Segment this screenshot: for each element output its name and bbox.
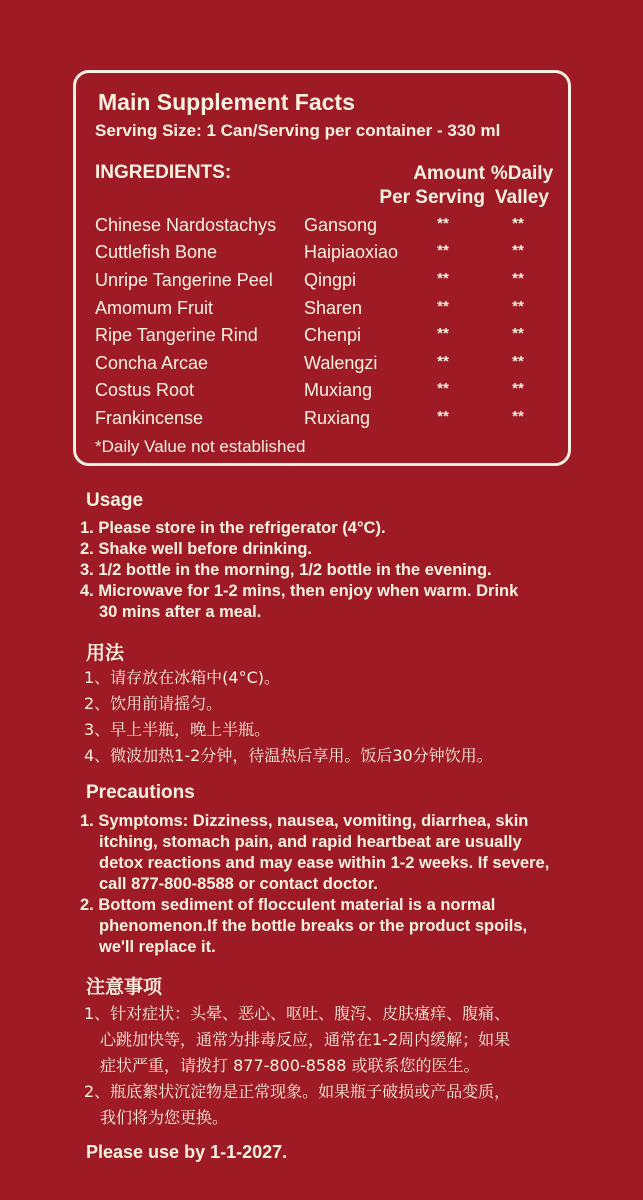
ingredient-amount: **	[437, 353, 449, 370]
ingredient-row	[93, 215, 563, 241]
ingredient-dv: **	[512, 325, 524, 342]
usage-zh-item: 4、微波加热1-2分钟，待温热后享用。饭后30分钟饮用。	[84, 746, 493, 765]
ingredient-dv: **	[512, 270, 524, 287]
ingredient-amount: **	[437, 270, 449, 287]
ingredient-row	[93, 242, 563, 268]
ingredient-pinyin: Muxiang	[304, 380, 373, 400]
ingredient-row	[93, 270, 563, 296]
ingredient-row	[93, 380, 563, 406]
ingredient-row	[93, 353, 563, 379]
precautions-list	[80, 811, 570, 958]
ingredient-name: Costus Root	[95, 380, 195, 400]
ingredient-pinyin: Gansong	[304, 215, 378, 235]
daily-value-header	[481, 162, 563, 210]
usage-list	[80, 518, 550, 623]
daily-value-note: *Daily Value not established	[95, 437, 306, 456]
usage-zh-item: 3、早上半瓶，晚上半瓶。	[84, 720, 271, 739]
serving-size: Serving Size: 1 Can/Serving per container - 330 ml	[95, 121, 501, 140]
ingredient-amount: **	[437, 215, 449, 232]
ingredient-amount: **	[437, 380, 449, 397]
precaution-item: 1. Symptoms: Dizziness, nausea, vomiting, diarrhea, skin itching, stomach pain, and rapid heartbeat are usually detox reactions and may ease within 1-2 weeks. If severe, call 877-800-8588 or contact doctor.	[80, 812, 550, 893]
ingredient-name: Concha Arcae	[95, 353, 209, 373]
ingredient-row	[93, 408, 563, 434]
ingredient-name: Ripe Tangerine Rind	[95, 325, 258, 345]
ingredient-pinyin: Haipiaoxiao	[304, 242, 399, 262]
usage-item: 2. Shake well before drinking.	[80, 540, 312, 558]
ingredient-name: Frankincense	[95, 408, 204, 428]
ingredient-amount: **	[437, 242, 449, 259]
supplement-facts-panel	[73, 70, 571, 466]
amount-header	[363, 162, 485, 210]
usage-zh-item: 2、饮用前请摇匀。	[84, 694, 223, 713]
dv-header-line2: Valley	[495, 187, 549, 208]
ingredient-name: Chinese Nardostachys	[95, 215, 277, 235]
precaution-item: 2. Bottom sediment of flocculent material is a normal phenomenon.If the bottle breaks or the product spoils, we'll replace it.	[80, 896, 528, 956]
ingredient-dv: **	[512, 242, 524, 259]
ingredient-pinyin: Walengzi	[304, 353, 378, 373]
ingredient-dv: **	[512, 215, 524, 232]
ingredient-amount: **	[437, 408, 449, 425]
ingredient-pinyin: Qingpi	[304, 270, 357, 290]
precaution-zh-item: 1、针对症状：头晕、恶心、呕吐、腹泻、皮肤瘙痒、腹痛、心跳加快等，通常为排毒反应，通常在1-2周内缓解；如果症状严重，请拨打 877-800-8588 或联系您的医生。	[84, 1004, 511, 1075]
ingredient-name: Cuttlefish Bone	[95, 242, 218, 262]
ingredient-pinyin: Ruxiang	[304, 408, 371, 428]
ingredient-dv: **	[512, 380, 524, 397]
precaution-zh-item: 2、瓶底絮状沉淀物是正常现象。如果瓶子破损或产品变质，我们将为您更换。	[84, 1082, 511, 1127]
amount-header-line1: Amount	[413, 163, 485, 184]
usage-zh-item: 1、请存放在冰箱中(4°C)。	[84, 668, 281, 687]
amount-header-line2: Per Serving	[379, 187, 485, 208]
dv-header-line1: %Daily	[490, 163, 554, 184]
ingredient-pinyin: Sharen	[304, 298, 363, 318]
precautions-title: Precautions	[86, 782, 195, 803]
usage-title: Usage	[86, 490, 144, 511]
usage-zh-title: 用法	[86, 642, 125, 664]
precautions-zh-list	[84, 1001, 524, 1131]
ingredient-dv: **	[512, 298, 524, 315]
ingredient-dv: **	[512, 408, 524, 425]
ingredient-row	[93, 298, 563, 324]
ingredient-name: Unripe Tangerine Peel	[95, 270, 273, 290]
precautions-zh-title: 注意事项	[86, 976, 163, 998]
usage-zh-list	[84, 665, 574, 769]
ingredient-row	[93, 325, 563, 351]
ingredient-amount: **	[437, 298, 449, 315]
usage-item: 4. Microwave for 1-2 mins, then enjoy when warm. Drink 30 mins after a meal.	[80, 582, 519, 621]
ingredient-pinyin: Chenpi	[304, 325, 362, 345]
usage-item: 1. Please store in the refrigerator (4°C).	[80, 519, 386, 537]
use-by-date: Please use by 1-1-2027.	[86, 1142, 288, 1162]
ingredients-header: INGREDIENTS:	[95, 162, 232, 183]
ingredient-amount: **	[437, 325, 449, 342]
ingredient-dv: **	[512, 353, 524, 370]
usage-item: 3. 1/2 bottle in the morning, 1/2 bottle in the evening.	[80, 561, 492, 579]
facts-title: Main Supplement Facts	[98, 89, 355, 115]
ingredient-name: Amomum Fruit	[95, 298, 214, 318]
